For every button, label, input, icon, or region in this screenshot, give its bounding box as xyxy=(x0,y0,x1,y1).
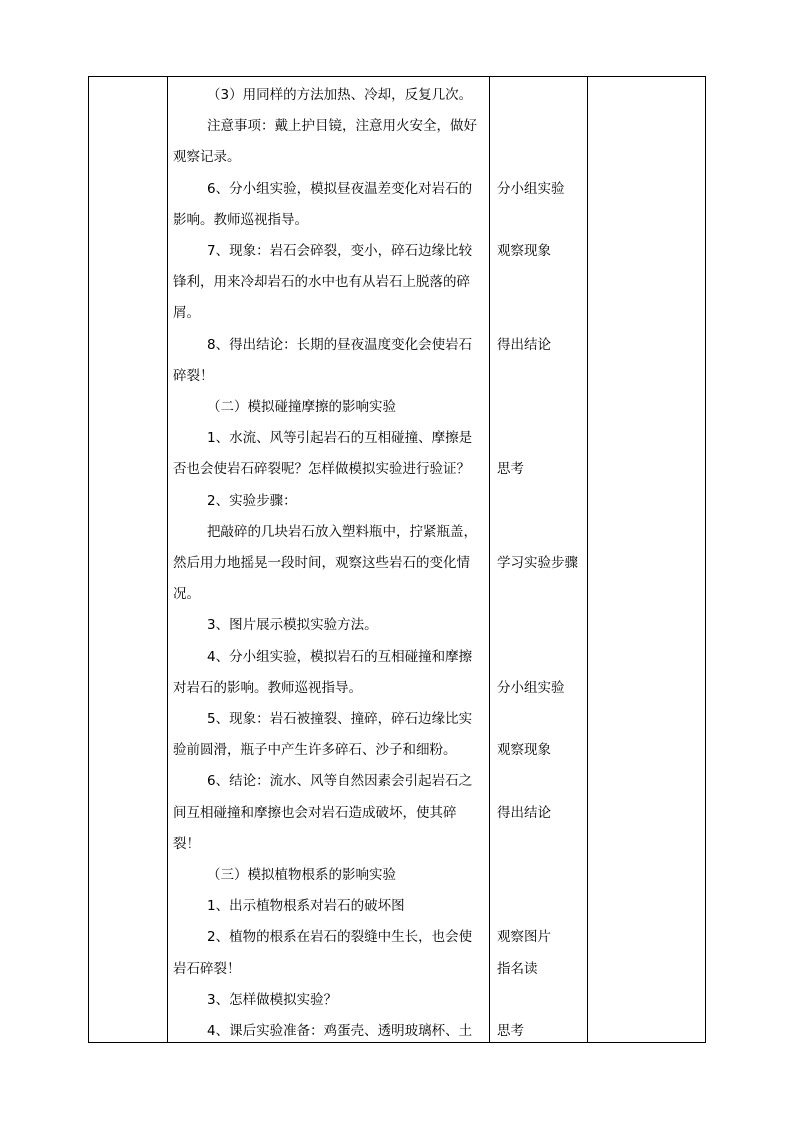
plan-text-line: 4、分小组实验，模拟岩石的互相碰撞和摩擦 xyxy=(207,648,473,665)
student-activity-label: 观察图片 xyxy=(497,929,551,946)
plan-text-line: 碎裂！ xyxy=(173,367,214,384)
plan-text-line: 裂！ xyxy=(173,835,200,852)
student-activity-label: 观察现象 xyxy=(497,243,551,259)
column-divider xyxy=(167,77,168,1042)
student-activity-label: 学习实验步骤 xyxy=(497,555,578,571)
plan-text-line: 注意事项：戴上护目镜，注意用火安全，做好 xyxy=(207,118,477,135)
plan-text-line: 对岩石的影响。教师巡视指导。 xyxy=(173,679,362,696)
plan-text-line: 间互相碰撞和摩擦也会对岩石造成破坏，使其碎 xyxy=(173,804,457,821)
student-activity-label: 得出结论 xyxy=(497,336,551,353)
student-activity-label: 观察现象 xyxy=(497,742,551,759)
plan-text-line: 8、得出结论：长期的昼夜温度变化会使岩石 xyxy=(207,336,473,353)
plan-text-line: （3）用同样的方法加热、冷却，反复几次。 xyxy=(207,87,473,103)
student-activity-label: 思考 xyxy=(497,461,524,478)
student-activity-label: 思考 xyxy=(497,1023,524,1039)
plan-text-line: 屑。 xyxy=(173,305,200,322)
student-activity-label: 分小组实验 xyxy=(497,180,565,197)
plan-text-line: 2、实验步骤： xyxy=(207,492,297,509)
plan-text-line: 2、植物的根系在岩石的裂缝中生长，也会使 xyxy=(207,929,473,946)
plan-text-line: （二）模拟碰撞摩擦的影响实验 xyxy=(207,399,396,415)
plan-text-line: 影响。教师巡视指导。 xyxy=(173,211,308,228)
column-divider xyxy=(489,77,490,1042)
plan-text-line: 7、现象：岩石会碎裂，变小，碎石边缘比较 xyxy=(207,243,473,259)
plan-text-line: 1、出示植物根系对岩石的破坏图 xyxy=(207,898,405,915)
plan-text-line: （三）模拟植物根系的影响实验 xyxy=(207,867,396,883)
plan-text-line: 况。 xyxy=(173,586,200,603)
plan-text-line: 否也会使岩石碎裂呢？怎样做模拟实验进行验证？ xyxy=(173,461,470,478)
plan-text-line: 验前圆滑，瓶子中产生许多碎石、沙子和细粉。 xyxy=(173,742,457,759)
student-activity-label: 指名读 xyxy=(497,960,538,977)
lesson-table xyxy=(88,76,706,1043)
plan-text-line: 锋利，用来冷却岩石的水中也有从岩石上脱落的碎 xyxy=(173,274,470,291)
plan-text-line: 把敲碎的几块岩石放入塑料瓶中，拧紧瓶盖， xyxy=(207,523,477,540)
plan-text-line: 6、分小组实验，模拟昼夜温差变化对岩石的 xyxy=(207,180,473,197)
student-activity-label: 分小组实验 xyxy=(497,679,565,696)
plan-text-line: 4、课后实验准备：鸡蛋壳、透明玻璃杯、土 xyxy=(207,1023,473,1039)
plan-text-line: 岩石碎裂！ xyxy=(173,960,241,977)
plan-text-line: 观察记录。 xyxy=(173,149,241,166)
plan-text-line: 1、水流、风等引起岩石的互相碰撞、摩擦是 xyxy=(207,430,473,447)
plan-text-line: 然后用力地摇晃一段时间，观察这些岩石的变化情 xyxy=(173,555,470,571)
plan-text-line: 3、怎样做模拟实验？ xyxy=(207,991,338,1008)
student-activity-label: 得出结论 xyxy=(497,804,551,821)
plan-text-line: 5、现象：岩石被撞裂、撞碎，碎石边缘比实 xyxy=(207,711,473,727)
column-divider xyxy=(587,77,588,1042)
plan-text-line: 6、结论：流水、风等自然因素会引起岩石之 xyxy=(207,773,473,790)
plan-text-line: 3、图片展示模拟实验方法。 xyxy=(207,617,378,634)
